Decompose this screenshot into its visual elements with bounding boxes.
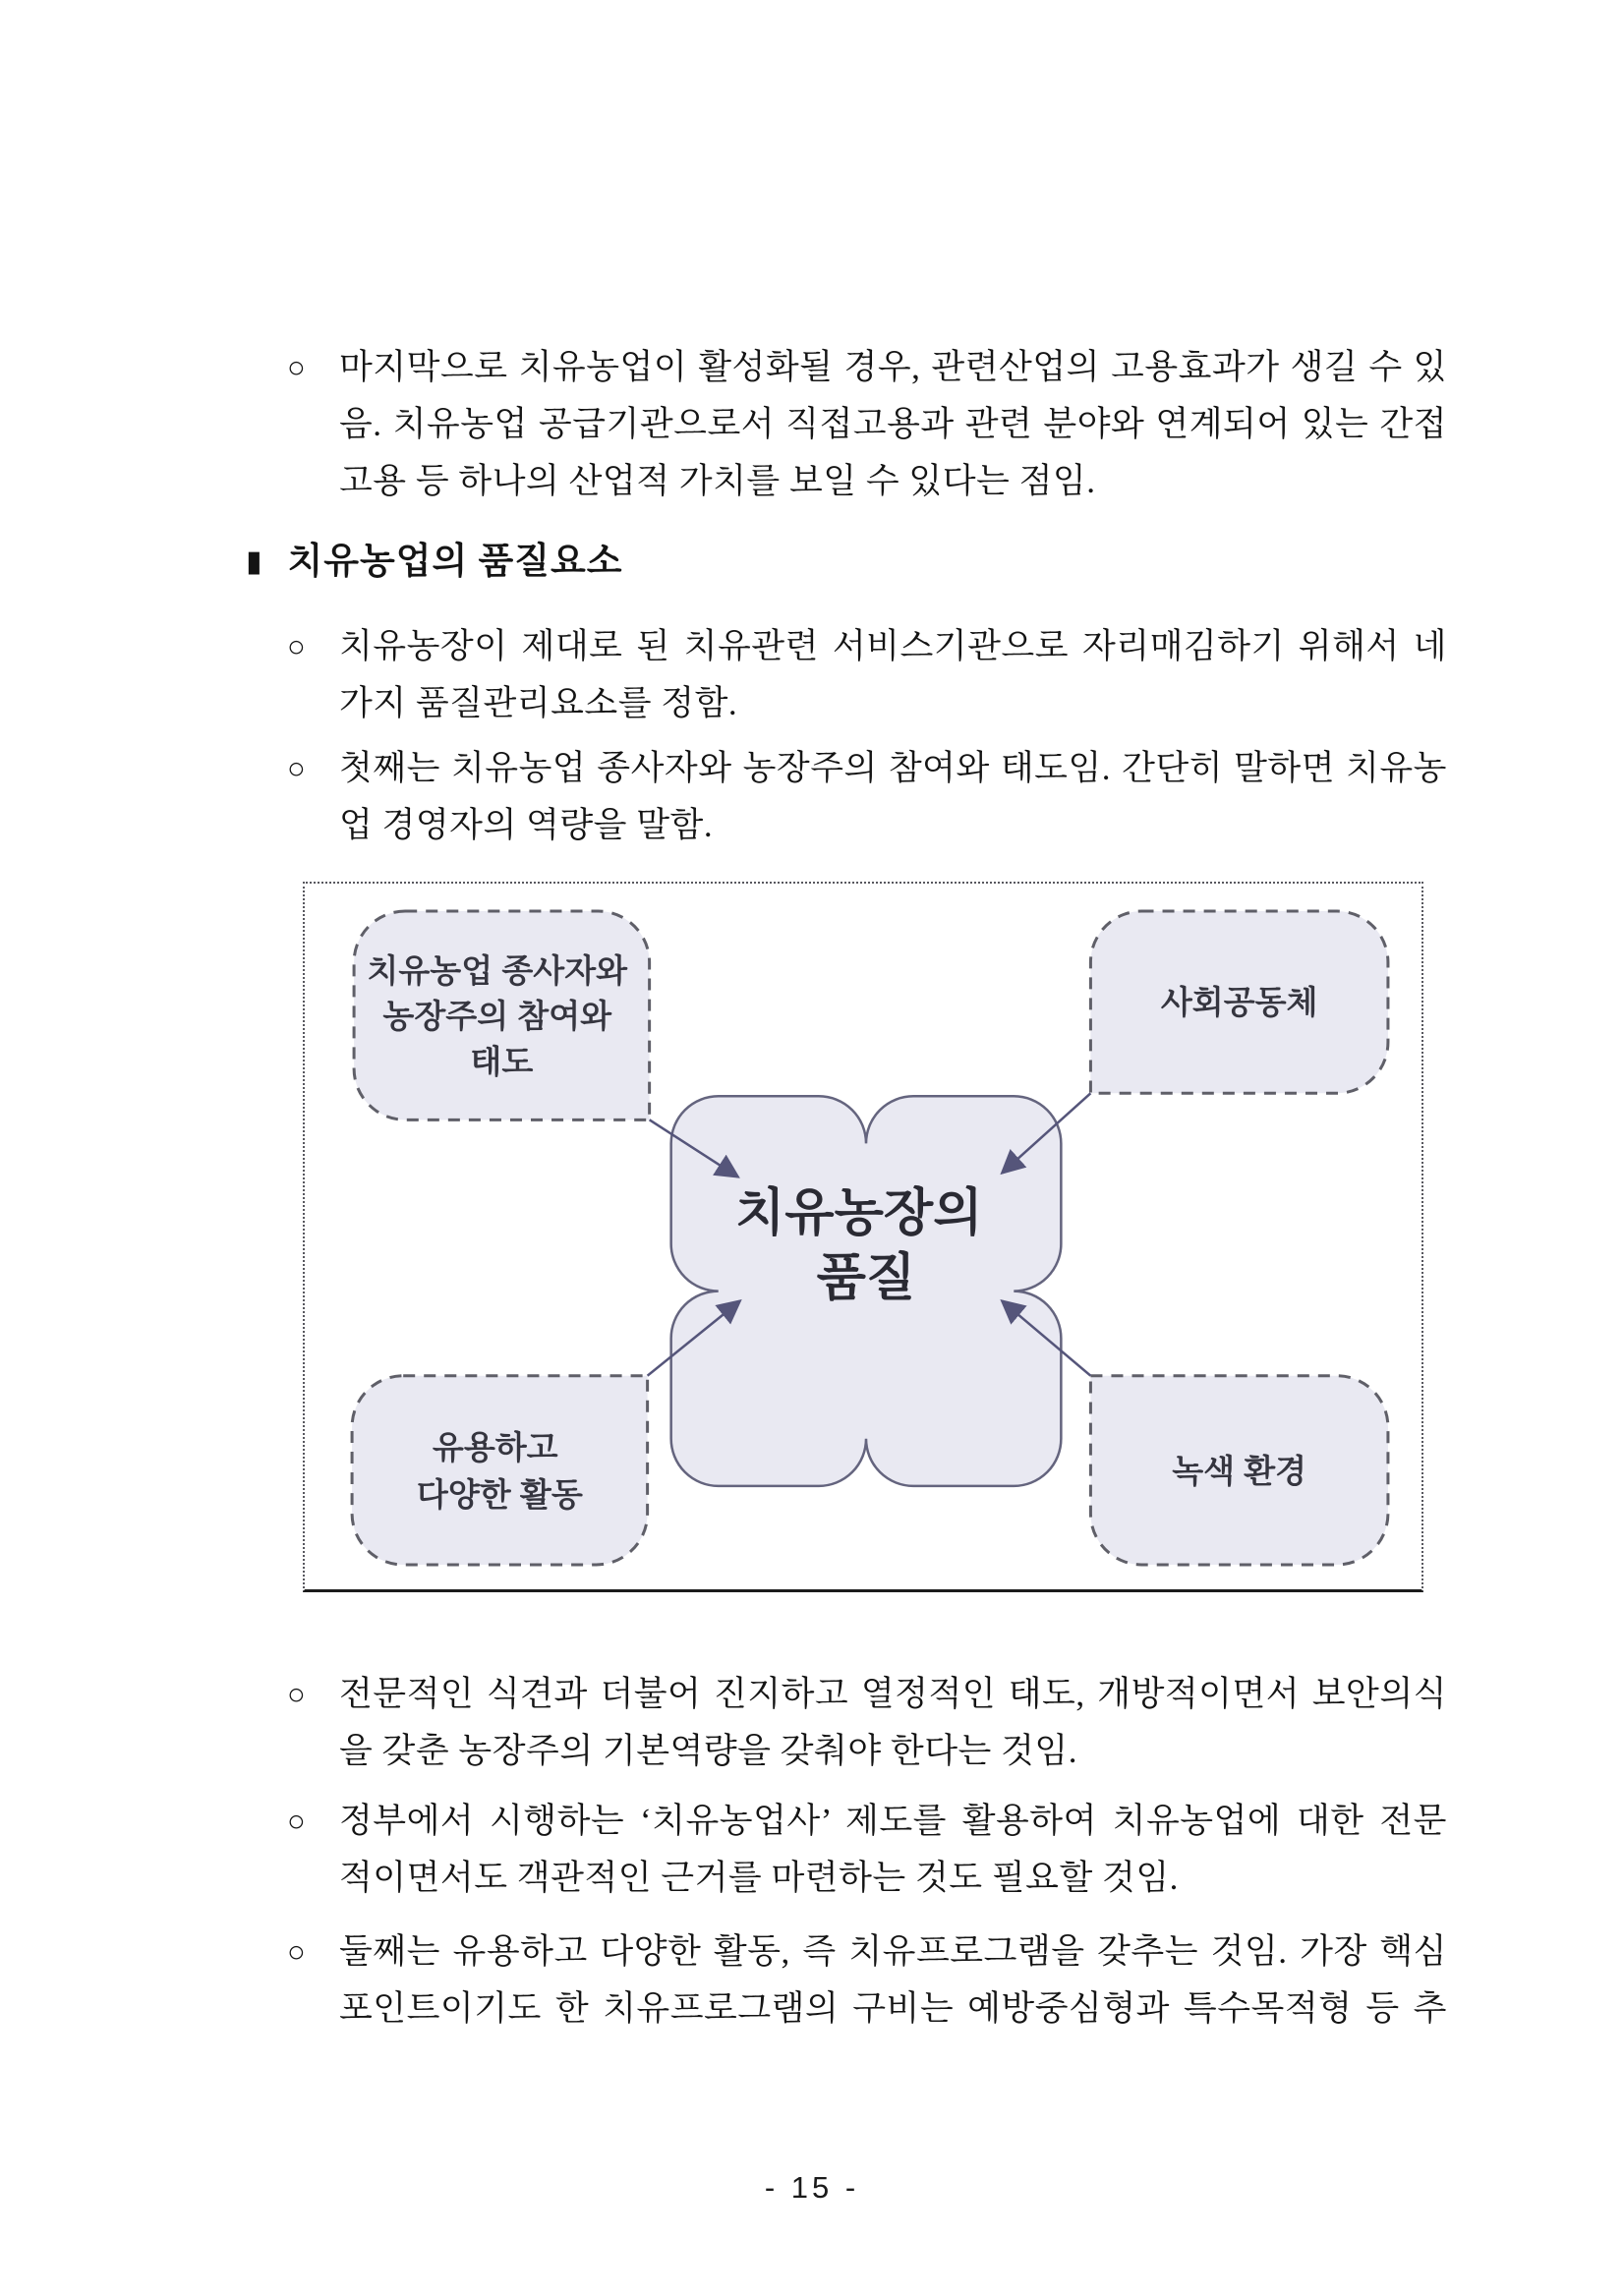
text-line: 둘째는 유용하고 다양한 활동, 즉 치유프로그램을 갖추는 것임. 가장 핵심	[339, 1932, 1447, 1971]
page-number: - 15 -	[764, 2170, 860, 2205]
circle-bullet-icon: ○	[287, 629, 307, 663]
document-content	[246, 339, 1447, 2038]
text-line: 가지 품질관리요소를 정함.	[339, 684, 738, 722]
text-line: 첫째는 치유농업 종사자와 농장주의 참여와 태도임. 간단히 말하면 치유농	[339, 749, 1447, 787]
paragraph	[246, 1666, 1447, 1780]
text-line: 업 경영자의 역량을 말함.	[339, 806, 714, 844]
paragraph	[246, 1923, 1447, 2038]
quality-diagram	[305, 884, 1421, 1589]
text-line: 고용 등 하나의 산업적 가치를 보일 수 있다는 점임.	[339, 462, 1096, 500]
callout-bottom-left	[352, 1376, 648, 1565]
quality-diagram-figure	[303, 882, 1423, 1592]
label-bottom-right: 녹색 환경	[1172, 1453, 1307, 1490]
circle-bullet-icon: ○	[287, 751, 307, 785]
label-top-left: 치유농업 종사자와 농장주의 참여와 태도	[367, 953, 628, 1081]
text-line: 을 갖춘 농장주의 기본역량을 갖춰야 한다는 것임.	[339, 1732, 1077, 1770]
label-top-right: 사회공동체	[1160, 985, 1318, 1022]
label-center: 치유농장의 품질	[734, 1184, 983, 1307]
paragraph	[246, 740, 1447, 854]
text-line: 전문적인 식견과 더불어 진지하고 열정적인 태도, 개방적이면서 보안의식	[339, 1675, 1447, 1713]
text-line: 마지막으로 치유농업이 활성화될 경우, 관련산업의 고용효과가 생길 수 있	[339, 348, 1447, 386]
label-bottom-left: 유용하고 다양한 활동	[416, 1429, 583, 1514]
text-line: 적이면서도 객관적인 근거를 마련하는 것도 필요할 것임.	[339, 1859, 1179, 1897]
paragraph	[246, 339, 1447, 510]
text-line: 정부에서 시행하는 ‘치유농업사’ 제도를 활용하여 치유농업에 대한 전문	[339, 1802, 1447, 1840]
text-line: 음. 치유농업 공급기관으로서 직접고용과 관련 분야와 연계되어 있는 간접	[339, 405, 1447, 443]
section-heading	[246, 534, 1447, 591]
text-line: 치유농장이 제대로 된 치유관련 서비스기관으로 자리매김하기 위해서 네	[339, 627, 1447, 665]
circle-bullet-icon: ○	[287, 1934, 307, 1969]
circle-bullet-icon: ○	[287, 1677, 307, 1711]
paragraph	[246, 1793, 1447, 1907]
square-bullet-icon: ▮	[246, 545, 262, 578]
section-heading-text: 치유농업의 품질요소	[287, 542, 623, 582]
paragraph	[246, 618, 1447, 732]
circle-bullet-icon: ○	[287, 350, 307, 384]
text-line: 포인트이기도 한 치유프로그램의 구비는 예방중심형과 특수목적형 등 추	[339, 1989, 1447, 2028]
circle-bullet-icon: ○	[287, 1804, 307, 1838]
